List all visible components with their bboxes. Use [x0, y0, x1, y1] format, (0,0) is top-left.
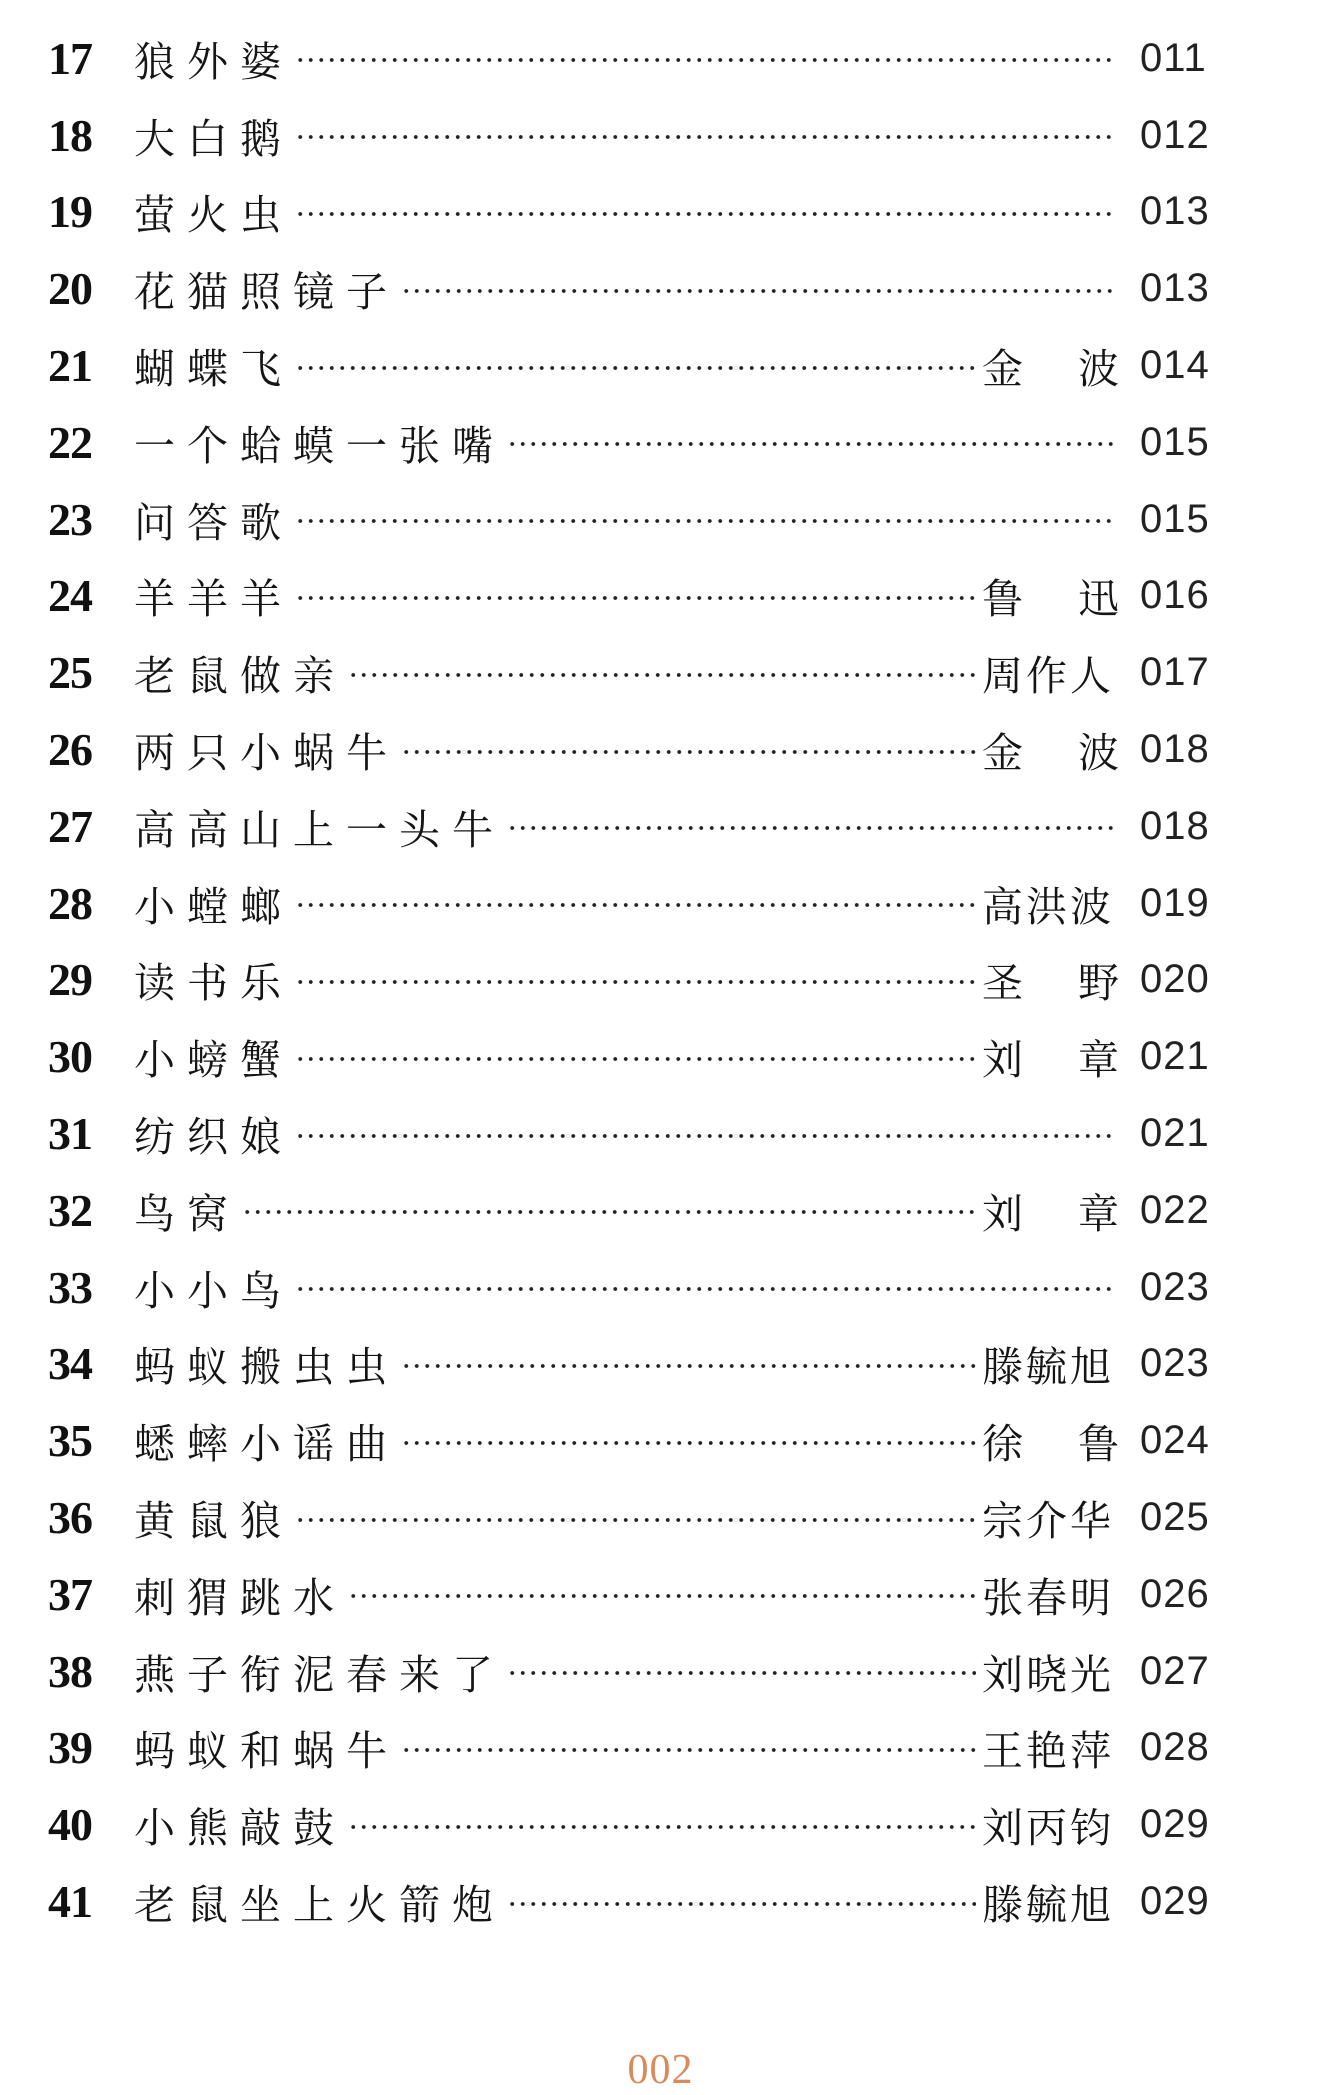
- entry-title: 问答歌: [134, 498, 293, 547]
- page-number: 002: [627, 2047, 694, 2093]
- entry-author: [982, 1027, 1122, 1086]
- author-char: 章: [1078, 1036, 1122, 1085]
- entry-number: 31: [48, 1108, 92, 1160]
- entry-number: 28: [48, 877, 92, 929]
- toc-entry: [48, 250, 1248, 327]
- entry-author: 周作人: [982, 652, 1114, 701]
- toc-entry: [48, 1326, 1248, 1403]
- toc-entry: [48, 1710, 1248, 1787]
- entry-number: 39: [48, 1722, 92, 1774]
- toc-entry: [48, 942, 1248, 1019]
- entry-title: 高高山上一头牛: [134, 805, 505, 854]
- entry-number: 37: [48, 1568, 92, 1620]
- entry-page-number: 021: [1140, 1111, 1210, 1156]
- entry-number: 35: [48, 1415, 92, 1467]
- entry-number: 22: [48, 416, 92, 468]
- entry-page-number: 018: [1140, 727, 1210, 772]
- entry-number: 27: [48, 800, 92, 852]
- entry-page-number: 027: [1140, 1648, 1210, 1693]
- entry-page-number: 015: [1140, 419, 1210, 464]
- dot-leader: [507, 1901, 976, 1907]
- entry-title: 老鼠做亲: [134, 652, 346, 701]
- entry-title: 蚂蚁和蜗牛: [134, 1727, 399, 1776]
- entry-page-number: 022: [1140, 1187, 1210, 1232]
- entry-title: 狼外婆: [134, 37, 293, 86]
- author-char: 鲁: [982, 575, 1026, 624]
- entry-title: 读书乐: [134, 959, 293, 1008]
- entry-number: 32: [48, 1184, 92, 1236]
- entry-page-number: 018: [1140, 803, 1210, 848]
- entry-title: 两只小蜗牛: [134, 729, 399, 778]
- entry-number: 19: [48, 186, 92, 238]
- entry-author: 王艳萍: [982, 1727, 1114, 1776]
- dot-leader: [242, 1209, 976, 1215]
- toc-entry: [48, 1018, 1248, 1095]
- dot-leader: [507, 825, 1116, 831]
- dot-leader: [295, 1517, 976, 1523]
- toc-entry: [48, 20, 1248, 97]
- entry-page-number: 024: [1140, 1418, 1210, 1463]
- toc-entry: [48, 634, 1248, 711]
- dot-leader: [401, 749, 976, 755]
- author-char: 波: [1078, 345, 1122, 394]
- dot-leader: [295, 134, 1116, 140]
- entry-number: 38: [48, 1645, 92, 1697]
- toc-entry: [48, 327, 1248, 404]
- dot-leader: [348, 1593, 976, 1599]
- entry-title: 老鼠坐上火箭炮: [134, 1881, 505, 1930]
- toc-entry: [48, 558, 1248, 635]
- entry-number: 34: [48, 1338, 92, 1390]
- entry-page-number: 015: [1140, 496, 1210, 541]
- toc-entry: [48, 788, 1248, 865]
- entry-number: 25: [48, 647, 92, 699]
- entry-number: 23: [48, 493, 92, 545]
- dot-leader: [295, 57, 1116, 63]
- toc-entry: [48, 1402, 1248, 1479]
- author-char: 刘: [982, 1036, 1026, 1085]
- author-char: 迅: [1078, 575, 1122, 624]
- entry-title: 黄鼠狼: [134, 1497, 293, 1546]
- dot-leader: [507, 441, 1116, 447]
- dot-leader: [401, 288, 1116, 294]
- entry-page-number: 019: [1140, 880, 1210, 925]
- entry-number: 24: [48, 570, 92, 622]
- entry-title: 刺猬跳水: [134, 1573, 346, 1622]
- entry-page-number: 017: [1140, 650, 1210, 695]
- entry-number: 30: [48, 1031, 92, 1083]
- toc-entry: [48, 711, 1248, 788]
- entry-title: 小螃蟹: [134, 1036, 293, 1085]
- toc-entry: [48, 1556, 1248, 1633]
- toc-entry: [48, 1786, 1248, 1863]
- author-char: 鲁: [1078, 1420, 1122, 1469]
- entry-title: 纺织娘: [134, 1113, 293, 1162]
- entry-title: 羊羊羊: [134, 575, 293, 624]
- entry-title: 小小鸟: [134, 1266, 293, 1315]
- entry-page-number: 029: [1140, 1879, 1210, 1924]
- dot-leader: [295, 902, 976, 908]
- entry-author: 张春明: [982, 1573, 1114, 1622]
- toc-entry: [48, 404, 1248, 481]
- entry-author: [982, 950, 1122, 1009]
- entry-number: 21: [48, 340, 92, 392]
- entry-author: 滕毓旭: [982, 1881, 1114, 1930]
- entry-page-number: 021: [1140, 1034, 1210, 1079]
- dot-leader: [507, 1670, 976, 1676]
- toc-entry: [48, 1249, 1248, 1326]
- entry-title: 鸟窝: [134, 1189, 240, 1238]
- entry-page-number: 016: [1140, 573, 1210, 618]
- entry-title: 大白鹅: [134, 114, 293, 163]
- dot-leader: [295, 365, 976, 371]
- dot-leader: [295, 1056, 976, 1062]
- toc-entry: [48, 1633, 1248, 1710]
- author-char: 波: [1078, 729, 1122, 778]
- dot-leader: [401, 1747, 976, 1753]
- entry-page-number: 028: [1140, 1725, 1210, 1770]
- toc-entry: [48, 97, 1248, 174]
- entry-author: 高洪波: [982, 882, 1114, 931]
- author-char: 圣: [982, 959, 1026, 1008]
- toc-entry: [48, 1863, 1248, 1940]
- entry-title: 蚂蚁搬虫虫: [134, 1343, 399, 1392]
- entry-number: 17: [48, 32, 92, 84]
- dot-leader: [295, 211, 1116, 217]
- entry-page-number: 011: [1140, 35, 1207, 80]
- dot-leader: [295, 595, 976, 601]
- author-char: 金: [982, 345, 1026, 394]
- toc-entry: [48, 1095, 1248, 1172]
- entry-number: 40: [48, 1799, 92, 1851]
- dot-leader: [295, 518, 1116, 524]
- author-char: 野: [1078, 959, 1122, 1008]
- entry-title: 一个蛤蟆一张嘴: [134, 421, 505, 470]
- entry-page-number: 023: [1140, 1264, 1210, 1309]
- toc-entry: [48, 481, 1248, 558]
- toc-entry: [48, 174, 1248, 251]
- toc-entry: [48, 1479, 1248, 1556]
- entry-page-number: 025: [1140, 1495, 1210, 1540]
- entry-number: 41: [48, 1876, 92, 1928]
- entry-number: 26: [48, 724, 92, 776]
- dot-leader: [295, 979, 976, 985]
- entry-title: 萤火虫: [134, 191, 293, 240]
- entry-author: [982, 1181, 1122, 1240]
- entry-author: [982, 336, 1122, 395]
- dot-leader: [348, 1824, 976, 1830]
- author-char: 刘: [982, 1189, 1026, 1238]
- author-char: 金: [982, 729, 1026, 778]
- entry-page-number: 014: [1140, 343, 1210, 388]
- entry-title: 蟋蟀小谣曲: [134, 1420, 399, 1469]
- dot-leader: [295, 1133, 1116, 1139]
- entry-author: 刘晓光: [982, 1650, 1114, 1699]
- entry-number: 36: [48, 1492, 92, 1544]
- entry-title: 小熊敲鼓: [134, 1804, 346, 1853]
- entry-page-number: 020: [1140, 957, 1210, 1002]
- entry-page-number: 012: [1140, 112, 1210, 157]
- dot-leader: [401, 1440, 976, 1446]
- entry-number: 18: [48, 109, 92, 161]
- entry-page-number: 013: [1140, 189, 1210, 234]
- dot-leader: [295, 1286, 1116, 1292]
- entry-page-number: 013: [1140, 266, 1210, 311]
- table-of-contents: [48, 20, 1248, 1940]
- entry-author: 刘丙钧: [982, 1804, 1114, 1853]
- author-char: 章: [1078, 1189, 1122, 1238]
- entry-author: [982, 1411, 1122, 1470]
- entry-author: [982, 720, 1122, 779]
- entry-page-number: 029: [1140, 1802, 1210, 1847]
- toc-entry: [48, 1172, 1248, 1249]
- entry-page-number: 023: [1140, 1341, 1210, 1386]
- entry-title: 燕子衔泥春来了: [134, 1650, 505, 1699]
- entry-number: 29: [48, 954, 92, 1006]
- entry-title: 小螳螂: [134, 882, 293, 931]
- toc-entry: [48, 865, 1248, 942]
- entry-title: 花猫照镜子: [134, 268, 399, 317]
- entry-author: 滕毓旭: [982, 1343, 1114, 1392]
- entry-author: [982, 566, 1122, 625]
- dot-leader: [348, 672, 976, 678]
- entry-author: 宗介华: [982, 1497, 1114, 1546]
- entry-title: 蝴蝶飞: [134, 345, 293, 394]
- author-char: 徐: [982, 1420, 1026, 1469]
- entry-number: 20: [48, 263, 92, 315]
- entry-number: 33: [48, 1261, 92, 1313]
- entry-page-number: 026: [1140, 1571, 1210, 1616]
- dot-leader: [401, 1363, 976, 1369]
